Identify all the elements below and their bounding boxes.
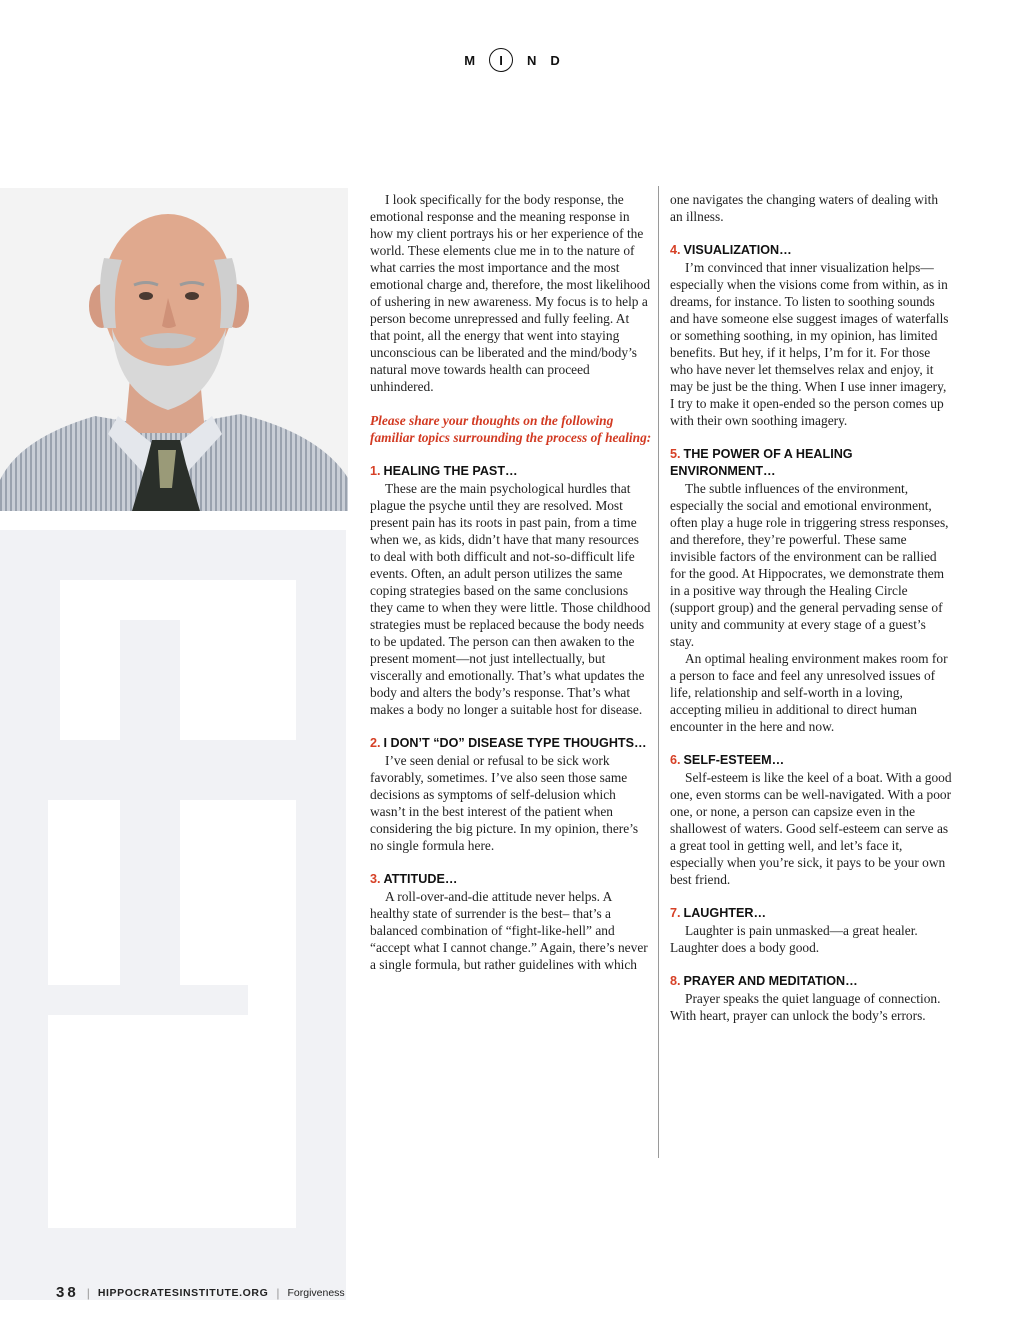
section-body-healing-the-past: These are the main psychological hurdles that plague the psyche until they are resolved. Most present pain has its roots in past pain, from a time when we, as kids, didn’t have that many resources to deal with both difficult and not-so-difficult life events. Often, an adult person utilizes the same coping strategies based on the same conclusions they came to when they were little. Those childhood strategies must be replaced because the body needs to be updated. The person can then awaken to the present moment—not just intellectually, but viscerally and emotionally. That’s what updates the body and alters the body’s response. That’s what makes a body no longer a suitable host for disease.: [370, 481, 651, 717]
background-shape-block: [48, 580, 60, 740]
section-body-visualization: I’m convinced that inner visualization helps—especially when the visions come from within, as in dreams, for instance. To listen to soothing sounds and have someone else suggest images of waterfalls or something soothing, in my opinion, has limited benefits. But hey, if it helps, I’m for it. For those who have never let themselves relax and enjoy, it may be just be the thing. When I use inner imagery, I try to make it open-ended so the person comes up with their own soothing imagery.: [670, 260, 949, 428]
section-body-self-esteem: Self-esteem is like the keel of a boat. With a good one, even storms can be well-navigated. With a poor one, or none, a person can capsize even in the shallowest of waters. Good self-esteem can serve as a great tool in getting well, and let’s face it, especially when you’re sick, it pays to be your own best friend.: [670, 770, 952, 887]
section-heading-prayer: 8. PRAYER AND MEDITATION…: [670, 974, 858, 988]
section-heading-healing-the-past: 1. HEALING THE PAST…: [370, 464, 518, 478]
footer-separator: |: [276, 1285, 280, 1300]
background-shape-right: [296, 580, 346, 1300]
footer-section-name: Forgiveness: [287, 1286, 345, 1299]
section-heading-self-esteem: 6. SELF-ESTEEM…: [670, 753, 785, 767]
portrait-photo: [0, 188, 348, 511]
article-column-2: [670, 191, 952, 1024]
section-header: [0, 48, 1024, 72]
section-heading-healing-environment: 5. THE POWER OF A HEALING ENVIRONMENT…: [670, 447, 853, 478]
continued-paragraph: one navigates the changing waters of dealing with an illness.: [670, 192, 939, 224]
section-heading-disease-thoughts: 2. I DON’T “DO” DISEASE TYPE THOUGHTS…: [370, 736, 647, 750]
background-shape-bar: [120, 620, 180, 1000]
article-column-1: [370, 191, 652, 973]
section-body-attitude: A roll-over-and-die attitude never helps. A healthy state of surrender is the best– that’s a balanced combination of “fight-like-hell” and “accept what I cannot change.” Again, there’s never a single formula, but rather guidelines with which: [370, 889, 648, 972]
section-body-prayer: Prayer speaks the quiet language of connection. With heart, prayer can unlock the body’s errors.: [670, 991, 941, 1023]
background-shape-left: [0, 530, 48, 1300]
page-number: 38: [56, 1284, 79, 1301]
background-shape-middle: [48, 740, 296, 800]
background-shape-top: [48, 530, 346, 580]
header-letter-i: I: [489, 48, 513, 72]
page-footer: [56, 1284, 345, 1301]
footer-website-link[interactable]: HIPPOCRATESINSTITUTE.ORG: [97, 1286, 269, 1299]
section-heading-visualization: 4. VISUALIZATION…: [670, 243, 792, 257]
section-heading-attitude: 3. ATTITUDE…: [370, 872, 458, 886]
header-letter-n: N: [527, 52, 537, 68]
header-letter-m: M: [464, 52, 476, 68]
section-body-disease-thoughts: I’ve seen denial or refusal to be sick work favorably, sometimes. I’ve also seen those same decisions as symptoms of self-delusion which wasn’t in the best interest of the patient when considering the big picture. In my opinion, there’s no single formula here.: [370, 753, 639, 853]
section-heading-laughter: 7. LAUGHTER…: [670, 906, 767, 920]
background-shape-lower: [0, 985, 248, 1015]
section-body-healing-environment: The subtle influences of the environment, especially the social and emotional environment, often play a huge role in triggering stress responses, and therefore, they’re powerful. These same invisible factors of the environment can be rallied for the good. At Hippocrates, we demonstrate them in a positive way through the Healing Circle (support group) and the general pervading sense of unity and community at every stage of a guest’s stay.: [670, 481, 949, 649]
header-letter-d: D: [550, 52, 560, 68]
intro-paragraph: I look specifically for the body response, the emotional response and the meaning response in how my client portrays his or her experience of the world. These elements clue me in to the nature of what carries the most importance and the most emotional charge and, therefore, the most likelihood of ushering in new awareness. My focus is to help a person become unrepressed and fully feeling. At that point, all the energy that went into staying unconscious can be liberated and the mind/body’s natural move towards health can proceed unhindered.: [370, 192, 651, 394]
question-prompt: Please share your thoughts on the following familiar topics surrounding the process of healing:: [370, 413, 652, 445]
column-divider: [658, 186, 659, 1158]
footer-separator: |: [86, 1285, 90, 1300]
section-body-laughter: Laughter is pain unmasked—a great healer. Laughter does a body good.: [670, 923, 918, 955]
section-body-healing-environment-2: An optimal healing environment makes room for a person to face and feel any unresolved issues of life, relationship and self-worth in a loving, accepting milieu in additional to direct human encounter in the here and now.: [670, 651, 948, 734]
